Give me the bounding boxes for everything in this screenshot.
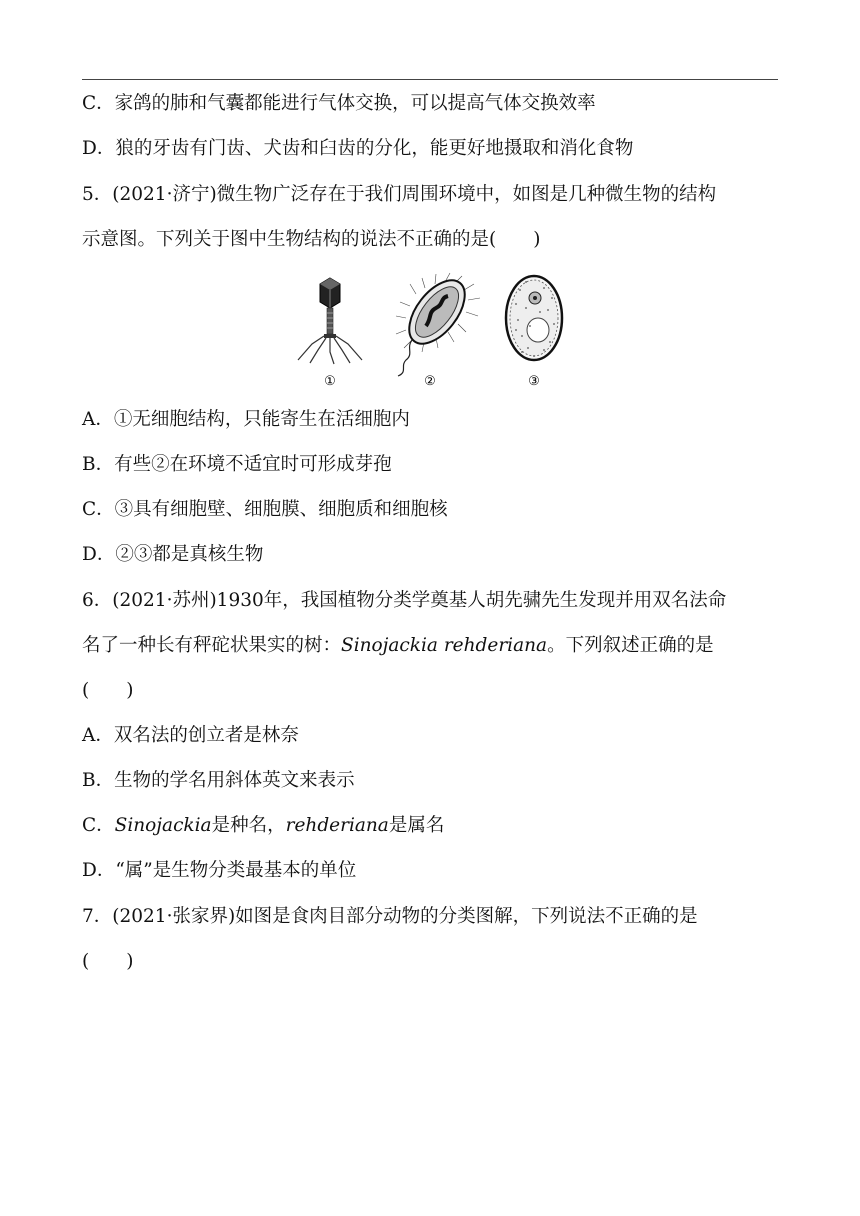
figure-label-2: ② [424, 374, 436, 389]
q6-option-c-suffix: 是属名 [388, 815, 445, 836]
figure-label-1: ① [324, 374, 336, 389]
q5-option-a: A．①无细胞结构，只能寄生在活细胞内 [82, 409, 410, 430]
yeast-cell-illustration [506, 276, 562, 360]
q5-stem-line2: 示意图。下列关于图中生物结构的说法不正确的是( ) [82, 229, 541, 250]
bacterium-illustration [396, 271, 480, 376]
q4-option-c: C．家鸽的肺和气囊都能进行气体交换，可以提高气体交换效率 [82, 93, 596, 114]
microorganism-figure [290, 268, 580, 390]
q6-option-d: D．“属”是生物分类最基本的单位 [82, 860, 357, 881]
q6-option-a: A．双名法的创立者是林奈 [82, 725, 299, 746]
q6-option-c-mid: 是种名， [211, 815, 286, 836]
q6-stem-line1: 6．(2021·苏州)1930年，我国植物分类学奠基人胡先骕先生发现并用双名法命 [82, 590, 727, 611]
q5-stem-line1: 5．(2021·济宁)微生物广泛存在于我们周围环境中，如图是几种微生物的结构 [82, 184, 717, 205]
q6-species-name: Sinojackia rehderiana [341, 635, 548, 656]
q6-stem-line3: ( ) [82, 680, 134, 701]
q6-stem-line2 [82, 634, 782, 658]
q5-option-c: C．③具有细胞壁、细胞膜、细胞质和细胞核 [82, 499, 448, 520]
q6-stem-text-b: 。下列叙述正确的是 [547, 635, 714, 656]
q4-option-d: D．狼的牙齿有门齿、犬齿和臼齿的分化，能更好地摄取和消化食物 [82, 138, 634, 159]
q6-stem-text-a: 名了一种长有秤砣状果实的树： [82, 635, 342, 656]
q5-option-d: D．②③都是真核生物 [82, 544, 264, 565]
header-rule [82, 79, 778, 80]
q6-option-c [82, 814, 782, 838]
q6-option-c-genus: Sinojackia [114, 815, 212, 836]
q6-option-c-species: rehderiana [285, 815, 389, 836]
bacteriophage-illustration [298, 278, 362, 364]
q7-stem-line1: 7．(2021·张家界)如图是食肉目部分动物的分类图解，下列说法不正确的是 [82, 906, 698, 927]
q6-option-b: B．生物的学名用斜体英文来表示 [82, 770, 355, 791]
q5-option-b: B．有些②在环境不适宜时可形成芽孢 [82, 454, 392, 475]
q7-stem-line2: ( ) [82, 951, 134, 972]
q6-option-c-prefix: C． [82, 815, 115, 836]
figure-label-3: ③ [528, 374, 540, 389]
